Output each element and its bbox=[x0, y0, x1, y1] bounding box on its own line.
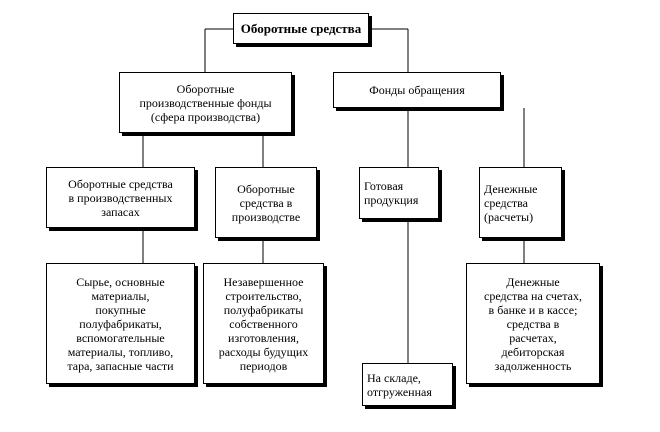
raw-materials-node: Сырье, основные материалы, покупные полуфабрикаты, вспомогательные материалы, топливо, тара, запасные части bbox=[46, 263, 195, 384]
wip-node: Незавершенное строительство, полуфабрикаты собственного изготовления, расходы будущих периодов bbox=[203, 263, 324, 384]
in-production-node: Оборотные средства в производстве bbox=[215, 167, 317, 238]
finished-goods-node: Готовая продукция bbox=[359, 167, 439, 219]
accounts-node: Денежные средства на счетах, в банке и в кассе; средства в расчетах, дебиторская задолженность bbox=[466, 263, 600, 384]
cash-node: Денежные средства (расчеты) bbox=[479, 167, 562, 238]
root-node: Оборотные средства bbox=[233, 13, 369, 44]
warehouse-node: На складе, отгруженная bbox=[362, 363, 453, 406]
circulation-funds-node: Фонды обращения bbox=[333, 72, 501, 108]
production-funds-node: Оборотные производственные фонды (сфера производства) bbox=[119, 72, 292, 133]
inventories-node: Оборотные средства в производственных запасах bbox=[46, 167, 195, 228]
